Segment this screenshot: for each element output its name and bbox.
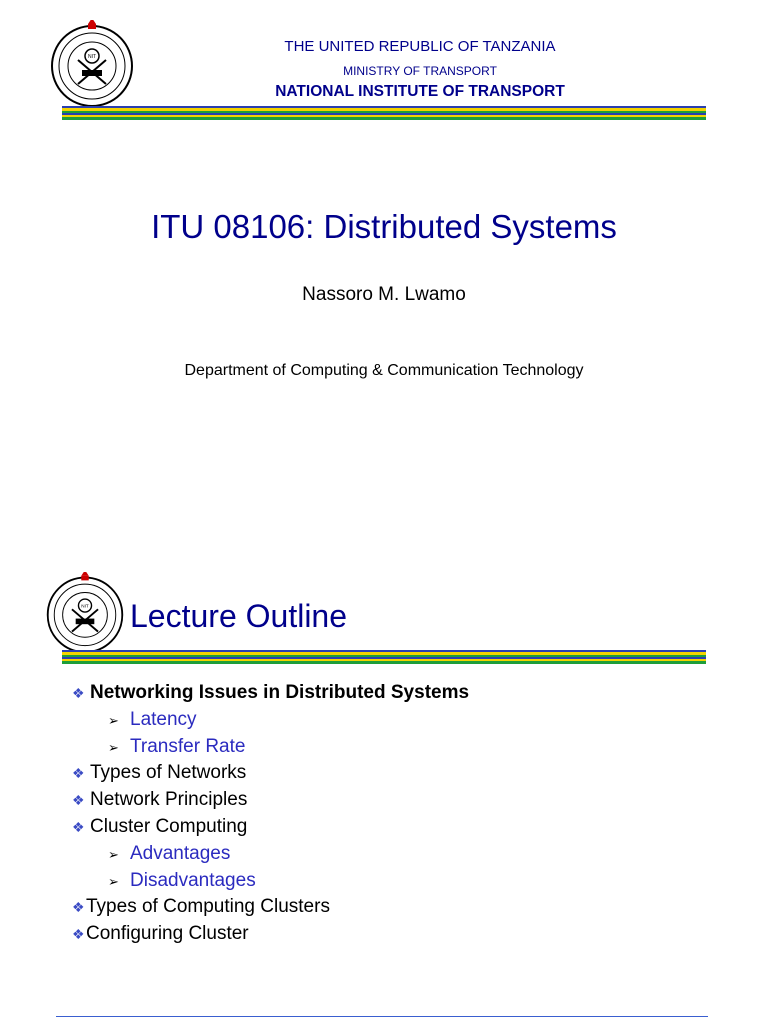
flag-stripes bbox=[62, 650, 706, 664]
diamond-bullet-icon: ❖ bbox=[72, 792, 85, 809]
list-subitem: ➢ Latency bbox=[72, 707, 469, 734]
author-name: Nassoro M. Lwamo bbox=[302, 284, 466, 305]
list-item: ❖ Types of Networks bbox=[72, 760, 469, 787]
list-subitem: ➢ Transfer Rate bbox=[72, 734, 469, 761]
course-title: ITU 08106: Distributed Systems bbox=[151, 208, 617, 245]
list-item: ❖ Networking Issues in Distributed Systems bbox=[72, 680, 469, 707]
diamond-bullet-icon: ❖ bbox=[72, 926, 85, 943]
diamond-bullet-icon: ❖ bbox=[72, 899, 85, 916]
arrow-bullet-icon: ➢ bbox=[108, 712, 119, 728]
svg-text:NIT: NIT bbox=[81, 603, 89, 609]
ministry-heading: MINISTRY OF TRANSPORT bbox=[343, 64, 497, 78]
list-item: ❖ Cluster Computing bbox=[72, 814, 469, 841]
diamond-bullet-icon: ❖ bbox=[72, 685, 85, 701]
republic-heading: THE UNITED REPUBLIC OF TANZANIA bbox=[284, 38, 556, 55]
arrow-bullet-icon: ➢ bbox=[108, 739, 119, 755]
institute-logo bbox=[44, 572, 126, 654]
svg-text:NIT: NIT bbox=[87, 54, 97, 60]
list-item: ❖ Network Principles bbox=[72, 787, 469, 814]
diamond-bullet-icon: ❖ bbox=[72, 818, 85, 835]
department-name: Department of Computing & Communication Technology bbox=[184, 362, 584, 379]
list-item: ❖Types of Computing Clusters bbox=[72, 894, 469, 921]
outline-title: Lecture Outline bbox=[130, 598, 348, 634]
institute-logo bbox=[48, 20, 136, 108]
arrow-bullet-icon: ➢ bbox=[108, 846, 119, 862]
arrow-bullet-icon: ➢ bbox=[108, 873, 119, 889]
flag-stripes bbox=[62, 106, 706, 120]
footer-rule bbox=[56, 1016, 708, 1017]
diamond-bullet-icon: ❖ bbox=[72, 765, 85, 782]
list-subitem: ➢ Disadvantages bbox=[72, 868, 469, 895]
outline-list bbox=[72, 680, 469, 948]
list-subitem: ➢ Advantages bbox=[72, 841, 469, 868]
list-item: ❖Configuring Cluster bbox=[72, 921, 469, 948]
institute-heading: NATIONAL INSTITUTE OF TRANSPORT bbox=[275, 83, 565, 100]
